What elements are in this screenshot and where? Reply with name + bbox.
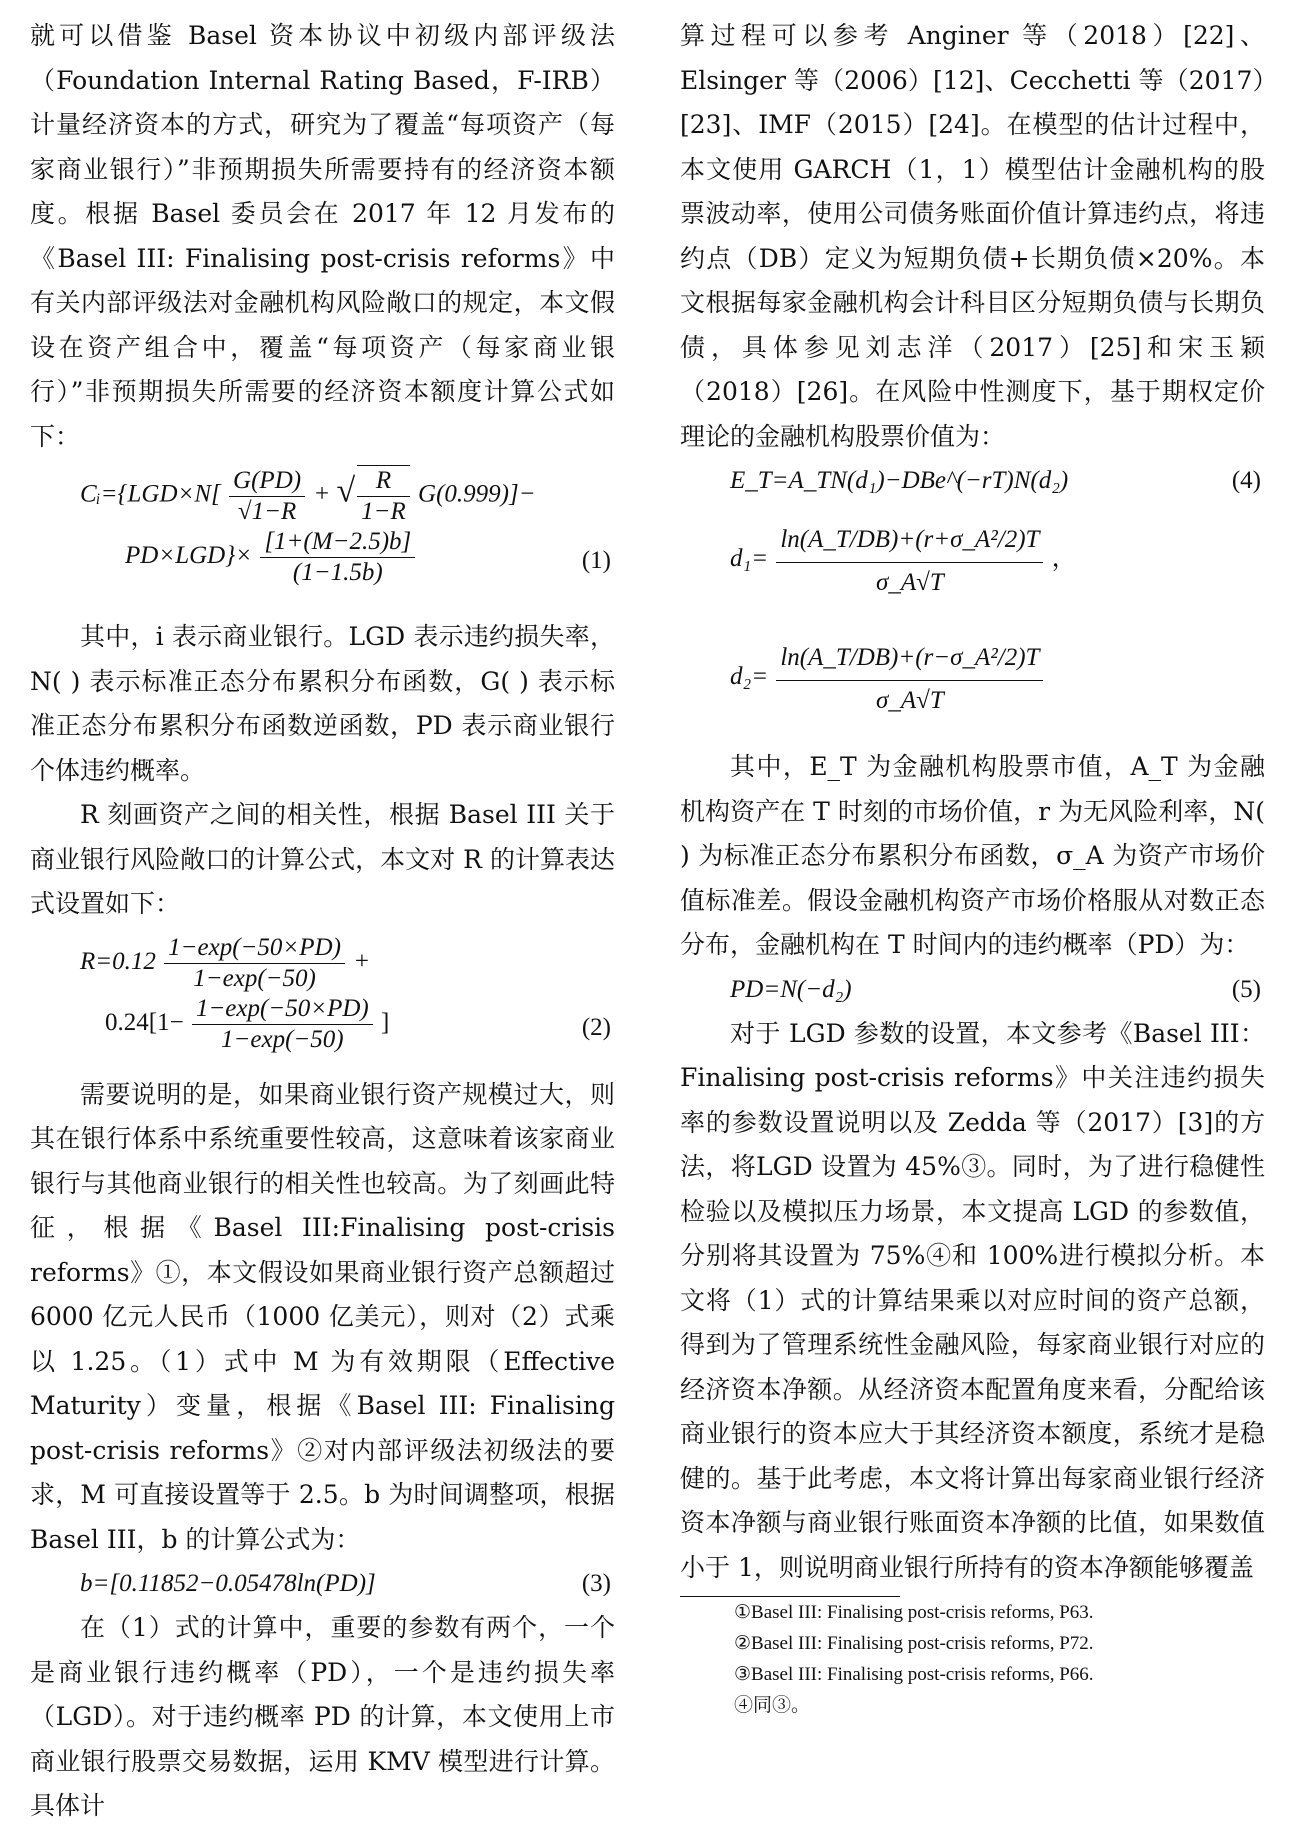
equation-number-3: (3) bbox=[581, 1570, 611, 1597]
equation-d1-line: d₁= $\frac{\text{ln(A\_T/DB)+(r+σ\_A²/2)T}}{\sigma\_A√T}$ ， bbox=[680, 509, 1265, 609]
left-paragraph-2: 其中，i 表示商业银行。LGD 表示违约损失率，N( ) 表示标准正态分布累积分布函数，G( ) 表示标准正态分布累积分布函数逆函数，PD 表示商业银行个体违约概率。 bbox=[30, 622, 615, 785]
equation-1-line-2: PD×LGD}× $\frac{[1+(M-2.5)b]}{(1-1.5b)}$ (1) bbox=[125, 528, 611, 586]
equation-4: E_T=A_TN(d₁)−DBe^(−rT)N(d₂) (4) bbox=[680, 459, 1265, 503]
equation-number-2: (2) bbox=[581, 1013, 611, 1041]
equation-1 bbox=[30, 465, 615, 615]
equation-2-line-1: R=0.12 $\frac{1-\exp(-50\times PD)}{1-\exp(-50)}$ + bbox=[80, 933, 371, 992]
left-paragraph-5: 在（1）式的计算中，重要的参数有两个，一个是商业银行违约概率（PD），一个是违约损失率（LGD）。对于违约概率 PD 的计算，本文使用上市商业银行股票交易数据，运用 KMV 模型进行计算。具体计 bbox=[30, 1613, 615, 1820]
left-paragraph-4: 需要说明的是，如果商业银行资产规模过大，则其在银行体系中系统重要性较高，这意味着该家商业银行与其他商业银行的相关性也较高。为了刻画此特征，根据《Basel III:Finalising post-crisis reforms》①，本文假设如果商业银行资产总额超过 6000 亿元人民币（1000 亿美元），则对（2）式乘以 1.25。（1）式中 M 为有效期限（Effective Maturity）变量，根据《Basel III: Finalising post-crisis reforms》②对内部评级法初级法的要求，M 可直接设置等于 2.5。b 为时间调整项，根据 Basel III，b 的计算公式为： bbox=[30, 1079, 615, 1554]
left-paragraph-1: 就可以借鉴 Basel 资本协议中初级内部评级法（Foundation Internal Rating Based，F-IRB）计量经济资本的方式，研究为了覆盖“每项资产（每家商业银行）”非预期损失所需要持有的经济资本额度。根据 Basel 委员会在 2017 年 12 月发布的《Basel III: Finalising post-crisis reforms》中有关内部评级法对金融机构风险敞口的规定，本文假设在资产组合中，覆盖“每项资产（每家商业银行）”非预期损失所需要的经济资本额度计算公式如下： bbox=[30, 21, 615, 451]
equation-5: PD=N(−d₂) (5) bbox=[680, 968, 1265, 1012]
fraction-maturity: $\frac{[1+(M-2.5)b]}{(1-1.5b)}$ bbox=[260, 527, 415, 588]
footnote-4: ④同③。 bbox=[734, 1695, 811, 1716]
fraction-g-pd: $\frac{G(PD)}{√1-R}$ bbox=[229, 466, 305, 527]
right-paragraph-1: 算过程可以参考 Anginer 等（2018）[22]、Elsinger 等（2006）[12]、Cecchetti 等（2017）[23]、IMF（2015）[24]。在模型的估计过程中，本文使用 GARCH（1，1）模型估计金融机构的股票波动率，使用公司债务账面价值计算违约点，将违约点（DB）定义为短期负债+长期负债×20%。本文根据每家金融机构会计科目区分短期负债与长期负债，具体参见刘志洋（2017）[25]和宋玉颖（2018）[26]。在风险中性测度下，基于期权定价理论的金融机构股票价值为： bbox=[680, 21, 1265, 451]
footnote-3: ③Basel III: Finalising post-crisis reforms, P66. bbox=[734, 1664, 1094, 1685]
right-paragraph-3: 对于 LGD 参数的设置，本文参考《Basel III：Finalising post-crisis reforms》中关注违约损失率的参数设置说明以及 Zedda 等（2017）[3]的方法，将LGD 设置为 45%③。同时，为了进行稳健性检验以及模拟压力场景，本文提高 LGD 的参数值，分别将其设置为 75%④和 100%进行模拟分析。本文将（1）式的计算结果乘以对应时间的资产总额，得到为了管理系统性金融风险，每家商业银行对应的经济资本净额。从经济资本配置角度来看，分配给该商业银行的资本应大于其经济资本额度，系统才是稳健的。基于此考虑，本文将计算出每家商业银行经济资本净额与商业银行账面资本净额的比值，如果数值小于 1，则说明商业银行所持有的资本净额能够覆盖 bbox=[680, 1018, 1265, 1582]
right-paragraph-2: 其中，E_T 为金融机构股票市值，A_T 为金融机构资产在 T 时刻的市场价值，r 为无风险利率，N( ) 为标准正态分布累积分布函数，σ_A 为资产市场价值标准差。假设金融机构资产市场价格服从对数正态分布，金融机构在 T 时间内的违约概率（PD）为： bbox=[680, 752, 1265, 959]
equation-1-line-1: Cᵢ={LGD×N[ $\frac{G(PD)}{√1-R}$ + √ $\frac{R}{1-R}$ G(0.999)]− bbox=[80, 466, 536, 525]
equation-2-line-2: 0.24[1− $\frac{1-\exp(-50\times PD)}{1-\exp(-50)}$ ] (2) bbox=[105, 994, 611, 1053]
left-paragraph-3: R 刻画资产之间的相关性，根据 Basel III 关于商业银行风险敞口的计算公式，本文对 R 的计算表达式设置如下： bbox=[30, 800, 615, 918]
equation-2 bbox=[30, 933, 615, 1073]
fraction-r: $\frac{R}{1-R}$ bbox=[357, 465, 410, 527]
footnote-2: ②Basel III: Finalising post-crisis reforms, P72. bbox=[734, 1633, 1094, 1654]
equation-d2-line: d₂= $\frac{\text{ln(A\_T/DB)+(r−σ\_A²/2)T}}{\sigma\_A√T}$ bbox=[680, 627, 1265, 727]
right-column bbox=[680, 14, 1265, 1721]
equation-number-5: (5) bbox=[1231, 975, 1261, 1003]
equation-d1 bbox=[680, 503, 1265, 619]
sqrt-sign: √ bbox=[336, 472, 356, 510]
equation-3: b=[0.11852−0.05478ln(PD)] (3) bbox=[30, 1562, 615, 1606]
left-column bbox=[30, 14, 615, 1829]
equation-d2 bbox=[680, 619, 1265, 745]
equation-number-1: (1) bbox=[581, 547, 611, 574]
fraction-d2: $\frac{\text{ln(A\_T/DB)+(r−σ\_A²/2)T}}{\sigma\_A√T}$ bbox=[776, 636, 1043, 721]
fraction-exp-2: $\frac{1-\exp(-50\times PD)}{1-\exp(-50)}$ bbox=[192, 994, 373, 1055]
footnote-1: ①Basel III: Finalising post-crisis reforms, P63. bbox=[734, 1602, 1094, 1623]
equation-number-4: (4) bbox=[1231, 467, 1261, 494]
fraction-d1: $\frac{\text{ln(A\_T/DB)+(r+σ\_A²/2)T}}{\sigma\_A√T}$ bbox=[776, 518, 1043, 603]
fraction-exp-1: $\frac{1-\exp(-50\times PD)}{1-\exp(-50)}$ bbox=[164, 933, 345, 994]
